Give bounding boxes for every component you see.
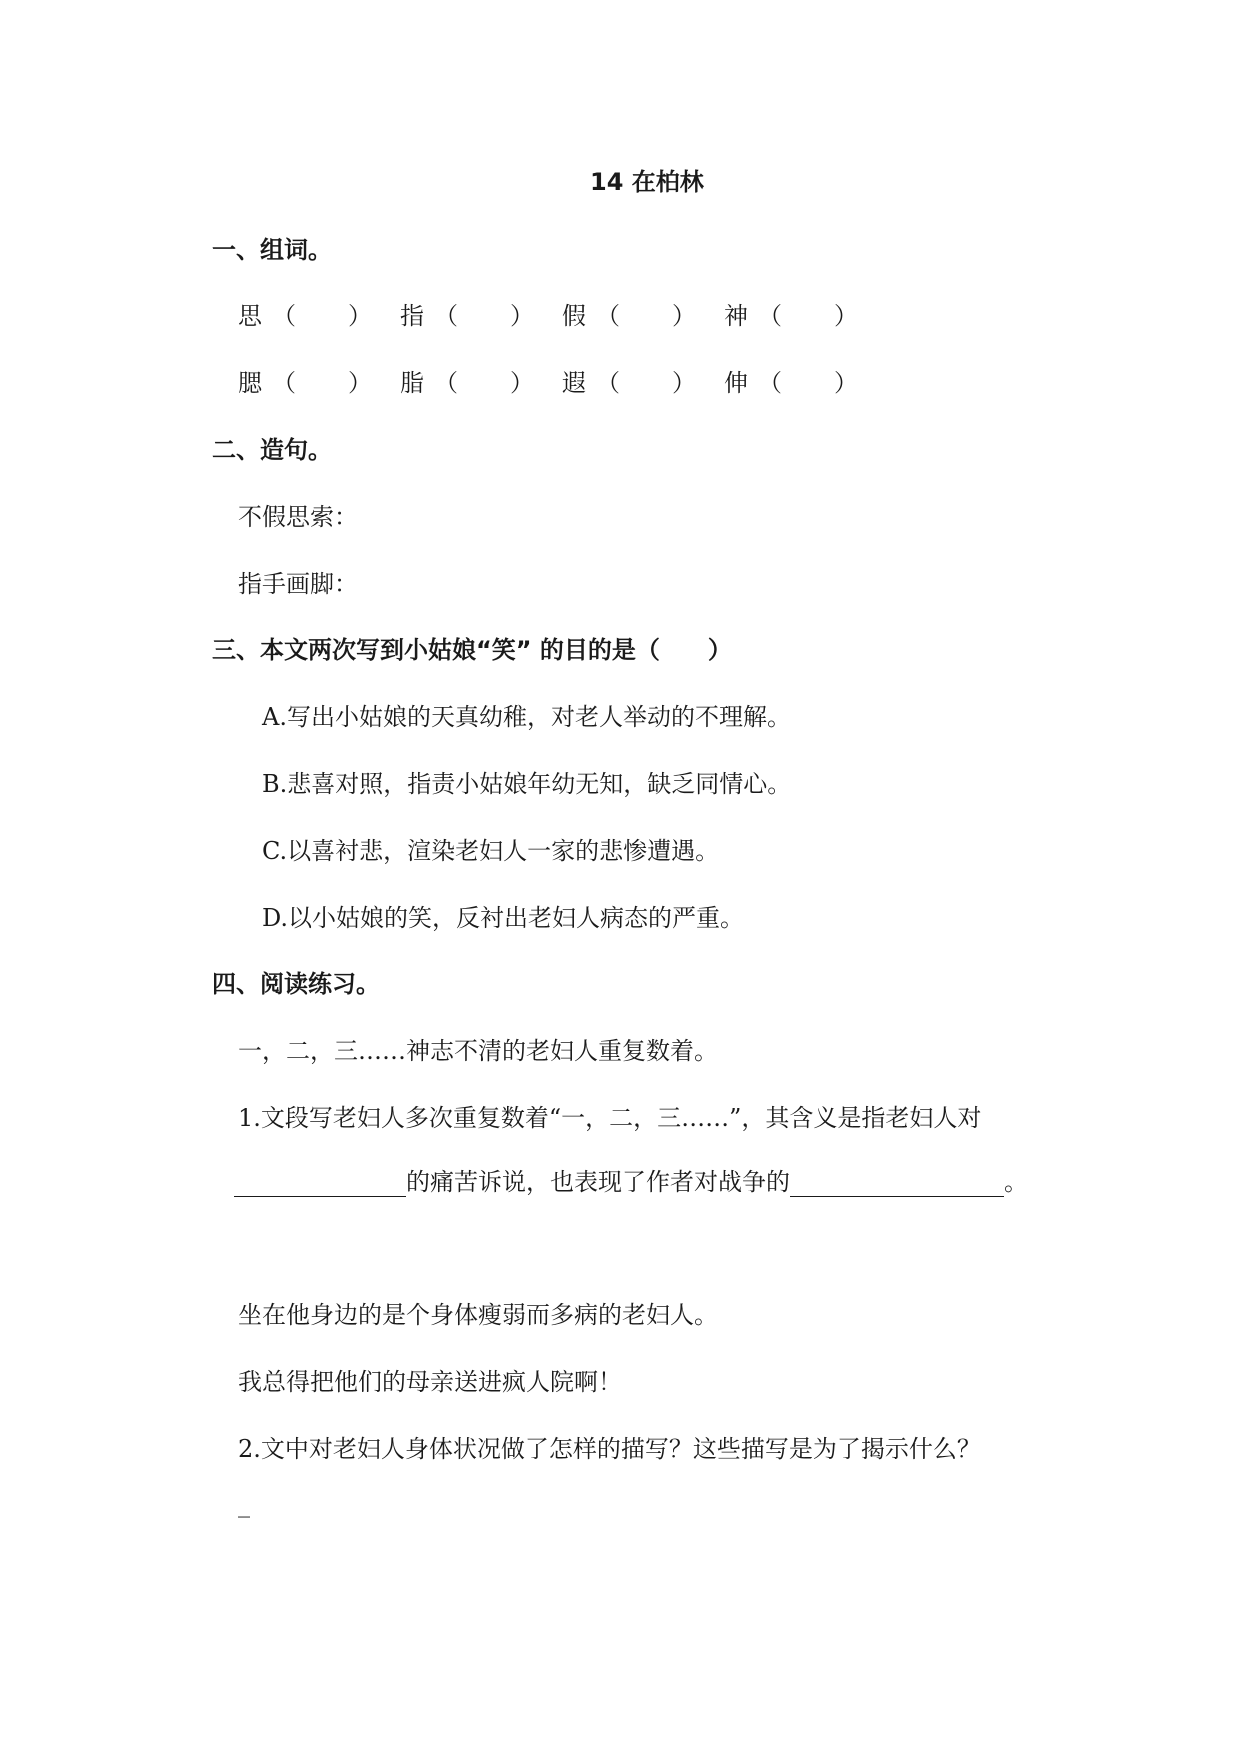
word-char: 遐 [562,369,586,397]
sentence-item-2: 指手画脚： [238,570,358,598]
option-c: C.以喜衬悲，渲染老妇人一家的悲惨遭遇。 [262,837,720,865]
answer-blank-2[interactable] [790,1170,1004,1197]
word-char: 腮 [238,369,262,397]
paren-close: ） [348,302,372,330]
paren-open: （ [434,369,458,397]
answer-blank-1[interactable] [234,1170,406,1197]
option-b: B.悲喜对照，指责小姑娘年幼无知，缺乏同情心。 [262,770,792,798]
question-1-mid-text: 的痛苦诉说，也表现了作者对战争的 [406,1168,790,1196]
passage-2-line-1: 坐在他身边的是个身体瘦弱而多病的老妇人。 [238,1301,718,1329]
paren-open: （ [272,369,296,397]
question-1: 1.文段写老妇人多次重复数着“一，二，三……”，其含义是指老妇人对 [238,1104,982,1132]
section-4-heading: 四、阅读练习。 [212,970,380,998]
word-char: 思 [238,302,262,330]
section-1-heading: 一、组词。 [212,236,332,264]
page-title: 14 在柏林 [590,168,704,196]
question-1-fill-line [234,1162,1028,1197]
paren-close: ） [672,302,696,330]
passage-2-line-2: 我总得把他们的母亲送进疯人院啊！ [238,1368,622,1396]
paren-open: （ [758,302,782,330]
word-char: 伸 [724,369,748,397]
option-a: A.写出小姑娘的天真幼稚，对老人举动的不理解。 [262,703,791,731]
paren-open: （ [596,369,620,397]
word-char: 脂 [400,369,424,397]
paren-open: （ [758,369,782,397]
paren-close: ） [510,302,534,330]
paren-close: ） [672,369,696,397]
option-d: D.以小姑娘的笑，反衬出老妇人病态的严重。 [262,904,745,932]
paren-close: ） [510,369,534,397]
section-3-heading: 三、本文两次写到小姑娘“笑” 的目的是（ ） [212,636,732,664]
passage-1: 一，二，三……神志不清的老妇人重复数着。 [238,1037,718,1065]
word-char: 指 [400,302,424,330]
paren-close: ） [348,369,372,397]
word-char: 假 [562,302,586,330]
paren-close: ） [834,369,858,397]
paren-open: （ [434,302,458,330]
question-2: 2.文中对老妇人身体状况做了怎样的描写？这些描写是为了揭示什么？ [238,1435,981,1463]
paren-open: （ [596,302,620,330]
paren-close: ） [834,302,858,330]
question-1-end: 。 [1004,1168,1028,1196]
sentence-item-1: 不假思索： [238,503,358,531]
paren-open: （ [272,302,296,330]
question-2-answer-line[interactable]: _ [238,1490,250,1518]
section-2-heading: 二、造句。 [212,436,332,464]
word-char: 神 [724,302,748,330]
